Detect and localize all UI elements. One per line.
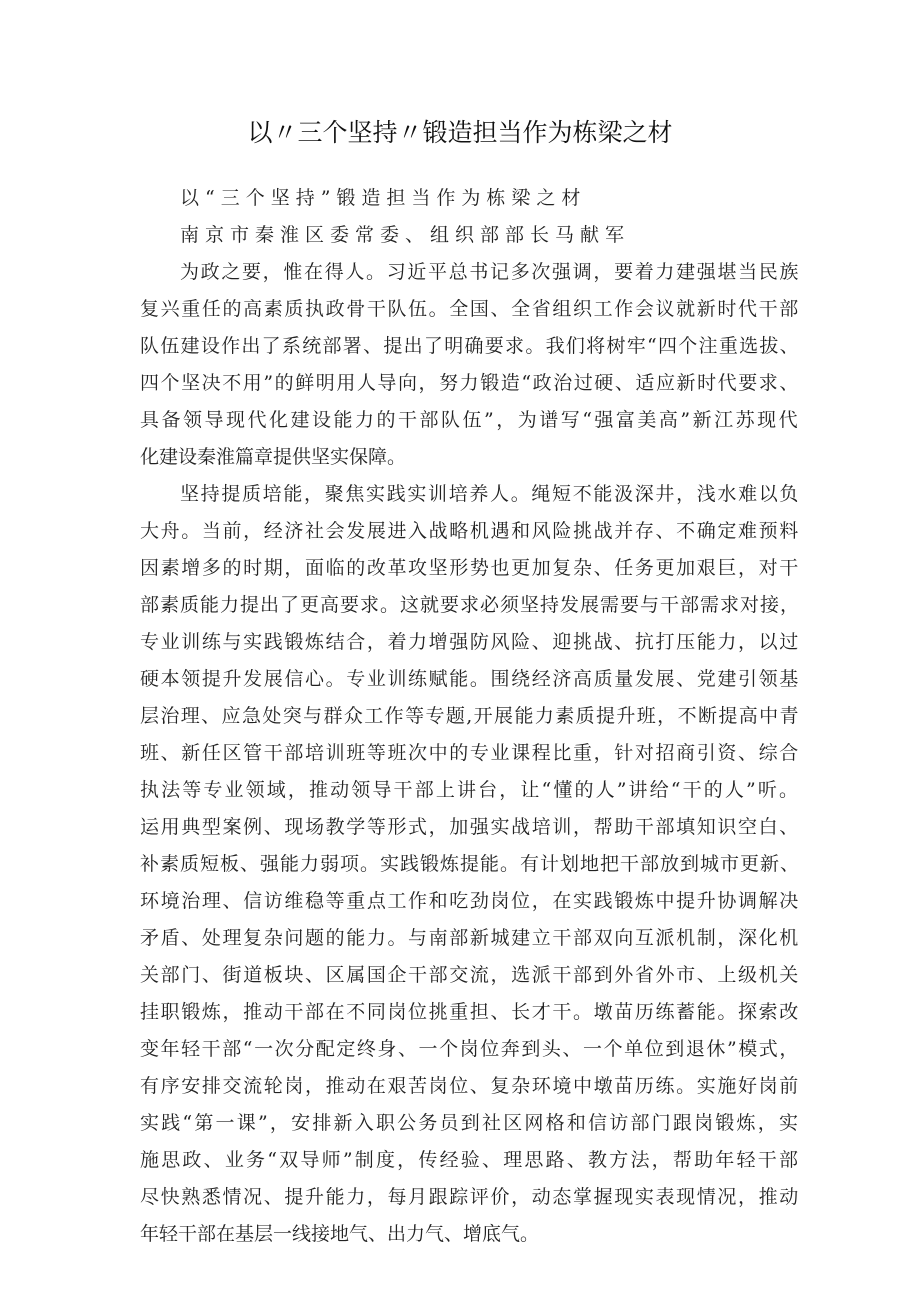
text-line: 实践“第一课”，安排新入职公务员到社区网格和信访部门跟岗锻炼，实: [140, 1112, 800, 1134]
text-line: 化建设秦淮篇章提供坚实保障。: [140, 446, 407, 468]
text-line: 南京市秦淮区委常委、组织部部长马献军: [180, 224, 631, 246]
text-line: 运用典型案例、现场教学等形式，加强实战培训，帮助干部填知识空白、: [140, 816, 800, 838]
text-line: 因素增多的时期，面临的改革攻坚形势也更加复杂、任务更加艰巨，对干: [140, 557, 800, 579]
text-line: 尽快熟悉情况、提升能力，每月跟踪评价，动态掌握现实表现情况，推动: [140, 1186, 800, 1208]
text-line: 环境治理、信访维稳等重点工作和吃劲岗位，在实践锻炼中提升协调解决: [140, 890, 800, 912]
text-line: 有序安排交流轮岗，推动在艰苦岗位、复杂环境中墩苗历练。实施好岗前: [140, 1075, 800, 1097]
text-line: 坚持提质培能，聚焦实践实训培养人。绳短不能汲深井，浅水难以负: [180, 483, 800, 505]
text-line: 变年轻干部“一次分配定终身、一个岗位奔到头、一个单位到退休”模式，: [140, 1038, 800, 1060]
text-line: 复兴重任的高素质执政骨干队伍。全国、全省组织工作会议就新时代干部: [140, 298, 800, 320]
text-line: 以“三个坚持”锻造担当作为栋梁之材: [180, 187, 587, 209]
text-line: 具备领导现代化建设能力的干部队伍”，为谱写“强富美高”新江苏现代: [140, 409, 800, 431]
page-title: 以〃三个坚持〃锻造担当作为栋梁之材: [247, 118, 673, 147]
text-line: 四个坚决不用”的鲜明用人导向，努力锻造“政治过硬、适应新时代要求、: [140, 372, 800, 394]
text-line: 部素质能力提出了更高要求。这就要求必须坚持发展需要与干部需求对接，: [140, 594, 800, 616]
text-line: 层治理、应急处突与群众工作等专题,开展能力素质提升班，不断提高中青: [140, 705, 800, 727]
document-body: [140, 180, 800, 1253]
text-line: 班、新任区管干部培训班等班次中的专业课程比重，针对招商引资、综合: [140, 742, 800, 764]
text-line: 硬本领提升发展信心。专业训练赋能。围绕经济高质量发展、党建引领基: [140, 668, 800, 690]
text-line: 为政之要，惟在得人。习近平总书记多次强调，要着力建强堪当民族: [180, 261, 800, 283]
text-line: 施思政、业务“双导师”制度，传经验、理思路、教方法，帮助年轻干部: [140, 1149, 800, 1171]
text-line: 矛盾、处理复杂问题的能力。与南部新城建立干部双向互派机制，深化机: [140, 927, 800, 949]
text-line: 挂职锻炼，推动干部在不同岗位挑重担、长才干。墩苗历练蓄能。探索改: [140, 1001, 800, 1023]
text-line: 年轻干部在基层一线接地气、出力气、增底气。: [140, 1223, 540, 1245]
text-line: 队伍建设作出了系统部署、提出了明确要求。我们将树牢“四个注重选拔、: [140, 335, 800, 357]
text-line: 专业训练与实践锻炼结合，着力增强防风险、迎挑战、抗打压能力，以过: [140, 631, 800, 653]
text-line: 执法等专业领域，推动领导干部上讲台，让“懂的人”讲给“干的人”听。: [140, 779, 800, 801]
text-line: 补素质短板、强能力弱项。实践锻炼提能。有计划地把干部放到城市更新、: [140, 853, 800, 875]
text-line: 大舟。当前，经济社会发展进入战略机遇和风险挑战并存、不确定难预料: [140, 520, 800, 542]
text-line: 关部门、街道板块、区属国企干部交流，选派干部到外省外市、上级机关: [140, 964, 800, 986]
